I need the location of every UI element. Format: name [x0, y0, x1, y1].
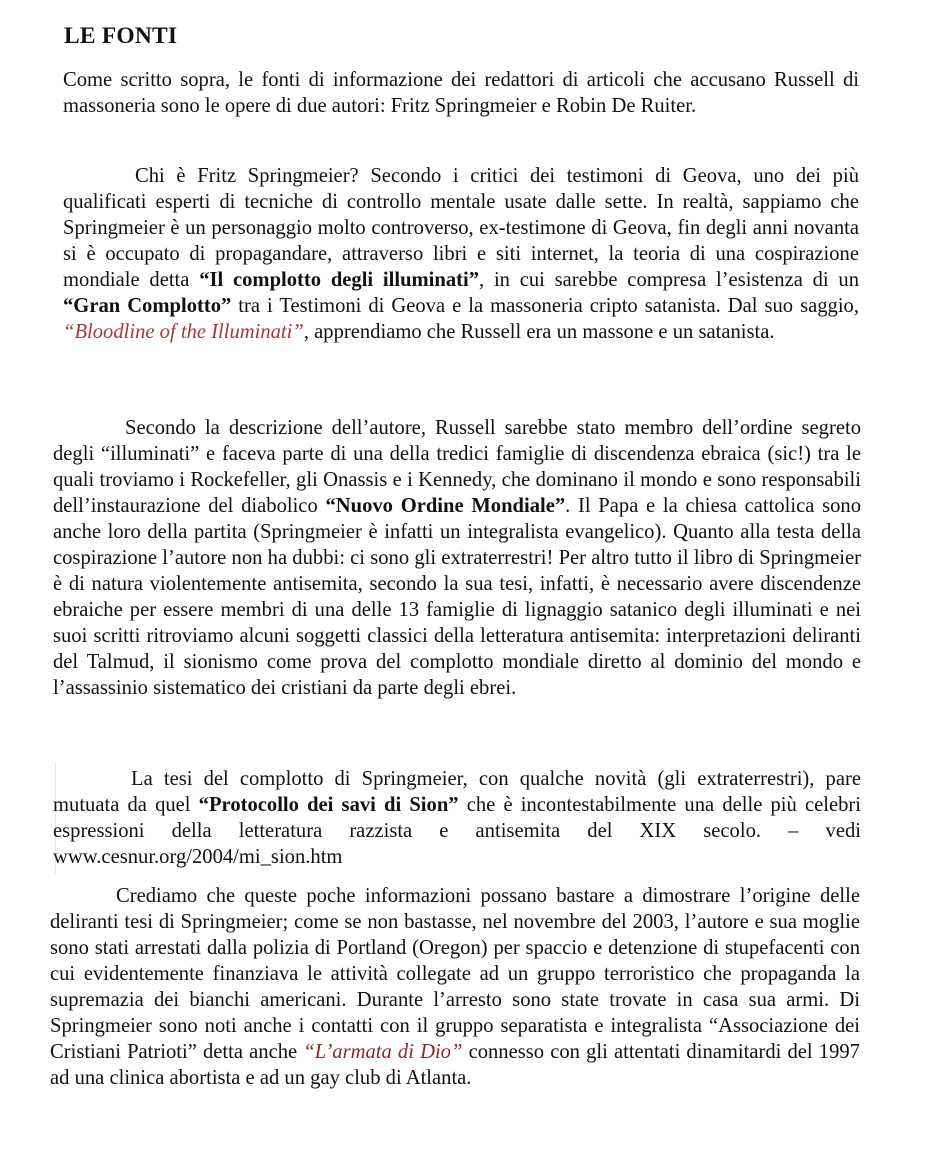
- paragraph-text: , apprendiamo che Russell era un massone e un satanista.: [303, 321, 775, 343]
- paragraph-text: Secondo la descrizione dell’autore, Russell sarebbe stato membro dell’ordine segreto degli “illuminati” e faceva parte di una della tredici famiglie di discendenza ebraica (sic!) tra le quali troviamo i Rockefeller, gli Onassis e i Kennedy, che dominano il mondo e sono responsabili dell’instaurazione del diabolico: [53, 417, 861, 517]
- bold-term: “Nuovo Ordine Mondiale”: [325, 495, 566, 517]
- bold-term: “Il complotto degli illuminati”: [199, 269, 480, 291]
- paragraph-text: connesso con gli attentati dinamitardi del 1997 ad una clinica abortista e ad un gay club di Atlanta.: [50, 1041, 860, 1089]
- paragraph-text: Chi è Fritz Springmeier? Secondo i critici dei testimoni di Geova, uno dei più qualificati esperti di tecniche di controllo mentale usate dalle sette. In realtà, sappiamo che Springmeier è un personaggio molto controverso, ex-testimone di Geova, fin degli anni novanta si è occupato di propagandare, attraverso libri e siti internet, la teoria di una cospirazione mondiale detta: [63, 165, 859, 291]
- paragraph-conclusion: [50, 883, 860, 1091]
- paragraph-text: , in cui sarebbe compresa l’esistenza di un: [479, 269, 860, 291]
- paragraph-description: [53, 415, 861, 701]
- paragraph-text: . Il Papa e la chiesa cattolica sono anche loro della partita (Springmeier è infatti un integralista evangelico). Quanto alla testa della cospirazione l’autore non ha dubbi: ci sono gli extraterrestri! Per altro tutto il libro di Springmeier è di natura violentemente antisemita, secondo la sua tesi, infatti, è necessario avere discendenze ebraiche per essere membri di una delle 13 famiglie di lignaggio satanico degli illuminati e nei suoi scritti ritroviamo alcuni soggetti classici della letteratura antisemita: interpretazioni deliranti del Talmud, il sionismo come prova del complotto mondiale diretto al dominio del mondo e l’assassinio sistematico dei cristiani da parte degli ebrei.: [53, 495, 862, 699]
- paragraph-text: Crediamo che queste poche informazioni possano bastare a dimostrare l’origine delle deliranti tesi di Springmeier; come se non bastasse, nel novembre del 2003, l’autore e sua moglie sono stati arrestati dalla polizia di Portland (Oregon) per spaccio e detenzione di stupefacenti con cui evidentemente finanziava le attività collegate ad un gruppo terroristico che propaganda la supremazia dei bianchi americani. Durante l’arresto sono state trovate in casa sua armi. Di Springmeier sono noti anche i contatti con il gruppo separatista e integralista “Associazione dei Cristiani Patrioti” detta anche: [50, 885, 860, 1063]
- paragraph-intro: Come scritto sopra, le fonti di informazione dei redattori di articoli che accusano Russell di massoneria sono le opere di due autori: Fritz Springmeier e Robin De Ruiter.: [63, 69, 859, 117]
- bold-term: “Protocollo dei savi di Sion”: [198, 794, 459, 816]
- paragraph-text: La tesi del complotto di Springmeier, con qualche novità (gli extraterrestri), pare mutuata da quel: [53, 768, 861, 816]
- paragraph-text: tra i Testimoni di Geova e la massoneria cripto satanista. Dal suo saggio,: [231, 295, 859, 317]
- paragraph-protocol: [53, 766, 861, 870]
- bold-term: “Gran Complotto”: [63, 295, 232, 317]
- quoted-title: “L’armata di Dio”: [303, 1041, 463, 1063]
- paragraph-text: che è incontestabilmente una delle più celebri espressioni della letteratura razzista e antisemita del XIX secolo. – vedi www.cesnur.org/2004/mi_sion.htm: [53, 794, 861, 868]
- book-title: “Bloodline of the Illuminati”: [63, 321, 304, 343]
- section-heading: LE FONTI: [64, 23, 178, 49]
- paragraph-springmeier: [63, 163, 859, 345]
